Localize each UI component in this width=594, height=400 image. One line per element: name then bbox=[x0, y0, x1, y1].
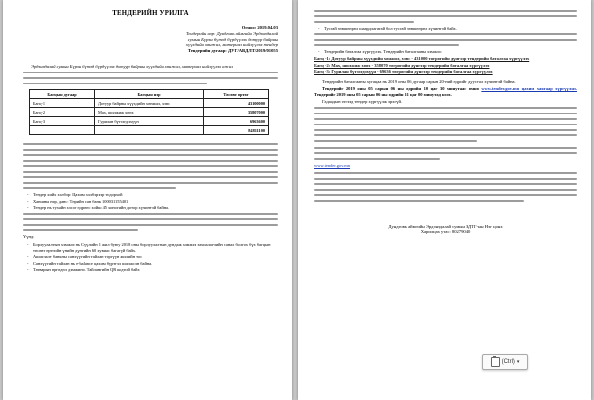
signature-line: Дундговь аймгийн Эрдэнэдалай сумын ЗДТГ-ын Нэг цонх bbox=[388, 223, 503, 229]
body-paragraph bbox=[23, 213, 278, 231]
list-item: - Тендер хийх хэлбэр: Цахим хэлбэрээр тодорхой bbox=[23, 192, 278, 198]
lot-number: Багц-1 bbox=[30, 99, 95, 108]
left-page bbox=[3, 0, 292, 400]
intro-paragraph bbox=[23, 72, 278, 85]
paste-options-button[interactable] bbox=[482, 354, 528, 370]
total-budget: 84811100 bbox=[204, 126, 269, 135]
contact-phone: Харилцах утас: 80279040 bbox=[420, 229, 471, 235]
foreign-note: Гадаадын этгээд тендер хүргүүлж эрхгүй. bbox=[322, 99, 403, 105]
list-item: - Санхүүгийн тайлан нь e-balance цахим бүртгэл шилжсэн байна. bbox=[23, 261, 278, 267]
guarantee-validity: Тендерийн баталгааны хугацаа нь 2019 оны 06 дугаар сарын 20-ний өдрийг дуустал хүчинтэй байна. bbox=[322, 78, 516, 84]
col-lot-name: Багцын нэр bbox=[95, 90, 204, 99]
lot-name: Мах, шилжиж хөөх bbox=[95, 108, 204, 117]
table-row bbox=[30, 117, 269, 126]
table-row bbox=[30, 99, 269, 108]
lot-number: Багц-3 bbox=[30, 117, 95, 126]
tender-number: Тендерийн дугаар: ДУГ/ABДЛТ/2019/01055 bbox=[187, 48, 278, 54]
list-item: - Тендерийн баталгаа хүргүүлэх. Тендерийн баталгааны хэмжээ: bbox=[314, 49, 577, 55]
meta-line: хүүхдийн хөнжил, материал нийлүүлэх тендер bbox=[185, 42, 278, 48]
submission-deadline bbox=[314, 86, 577, 97]
deadline-line: Тендерийг 2019 оны 05 сарын 06 ны өдрийн 10 цаг 30 минутаас өмнө bbox=[322, 86, 479, 92]
col-lot-number: Багцын дугаар bbox=[30, 90, 95, 99]
opening-line: Тендерийг 2019 оны 05 сарын 06 ны өдрийн 11 bbox=[314, 91, 409, 97]
signature-block bbox=[314, 224, 577, 236]
lot-name: Гурилан бүтээгдэхүүн bbox=[95, 117, 204, 126]
list-item: - Татварын өргөдөл дэмжинэ. Тайлангийн QR кодтой байх bbox=[23, 267, 278, 273]
list-item: - Борлуулалтын хэмжээ нь Сүүлийн 1 жил буюу 2018 оны борлуулалтын дундаж хэмжээ захиалагчийн санал болгох бүх багцын төсөвт өртгийн үнийн дүнгийн 60 хувиас багагүй байх. bbox=[23, 242, 278, 253]
lot-guarantee-3: Багц -3: Гурилан бүтээгдэхүүн - 69636 төгрөгийн дүнгээр тендерийн баталгаа хүргүүлэх bbox=[314, 69, 493, 75]
meta-line: Тендерийн нэр: Дундговь аймгийн Эрдэнэдалай bbox=[186, 30, 278, 36]
paste-options-label: (Ctrl) bbox=[501, 359, 515, 365]
body-paragraph bbox=[314, 10, 577, 23]
right-page bbox=[298, 0, 591, 400]
list-item: - Ханшны нэр, данс: Төрийн сан банк 100031155401 bbox=[23, 199, 278, 205]
tender-portal-link[interactable]: www.tender.gov.mn bbox=[314, 162, 351, 168]
lot-budget: 6963600 bbox=[204, 117, 269, 126]
chevron-down-icon: ▾ bbox=[516, 359, 520, 365]
list-item: - Тендер нь тухайн хэсэг өдрөөс хойш 45 хоногийн дотор хүчинтэй байна. bbox=[23, 205, 278, 211]
lot-table bbox=[29, 89, 269, 135]
portal-reference bbox=[314, 163, 577, 169]
body-paragraph bbox=[314, 107, 577, 142]
list-item: - Тусгай зөвшөөрөл шаардлагатай бол тусгай зөвшөөрөл хүчинтэй байх. bbox=[314, 26, 577, 32]
table-header-row bbox=[30, 90, 269, 99]
meta-line: сумын Бүрэн бүтэд бүрдүүлэх дотуур байрны bbox=[187, 36, 278, 42]
lot-guarantee-1: Багц -1: Дотуур байрны хүүхдийн хөнжил, хэвс - 431000 төгрөгийн дүнгээр тендерийн баталгаа хүргүүлэх bbox=[314, 55, 530, 61]
lot-guarantee-2: Багц -2: Мах, шилжиж хөөх - 358070 төгрөгийн дүнгээр тендерийн баталгаа хүргүүлэх bbox=[314, 62, 490, 68]
lot-budget: 43100000 bbox=[204, 99, 269, 108]
body-paragraph bbox=[314, 147, 577, 160]
tender-meta bbox=[23, 25, 278, 54]
list-item: - Ашиглалт банкны санхүүгийн тайлан тэргүүн жилийн тос bbox=[23, 254, 278, 260]
lot-budget: 35807000 bbox=[204, 108, 269, 117]
body-paragraph bbox=[23, 143, 278, 189]
body-paragraph bbox=[314, 172, 577, 201]
clipboard-icon bbox=[491, 357, 500, 367]
col-budget: Төсөвт өртөг bbox=[204, 90, 269, 99]
table-row bbox=[30, 108, 269, 117]
lot-number: Багц-2 bbox=[30, 108, 95, 117]
empty-cell bbox=[95, 126, 204, 135]
lot-name: Дотуур байрны хүүхдийн хөнжил, хэвс bbox=[95, 99, 204, 108]
opening-line: цаг 00 минутад нээх. bbox=[409, 91, 452, 97]
tender-date: Огноо: 2019.04.03 bbox=[241, 25, 278, 30]
table-total-row bbox=[30, 126, 269, 135]
note-label: Үүнд: bbox=[23, 234, 35, 240]
tender-portal-link[interactable]: www.tender.gov.mn цахим хаягаар хүргүүлнэ. bbox=[481, 86, 577, 92]
document-title: ТЕНДЕРИЙН УРИЛГА bbox=[112, 10, 189, 17]
body-paragraph bbox=[314, 33, 577, 46]
empty-cell bbox=[30, 126, 95, 135]
intro-italic: Эрдэнэдалай сумын Бүрэн бүтэд бүрдүүлэх дотуур байрны хүүхдийн хөнжил, материал нийлүүлэх ажил bbox=[31, 63, 233, 69]
